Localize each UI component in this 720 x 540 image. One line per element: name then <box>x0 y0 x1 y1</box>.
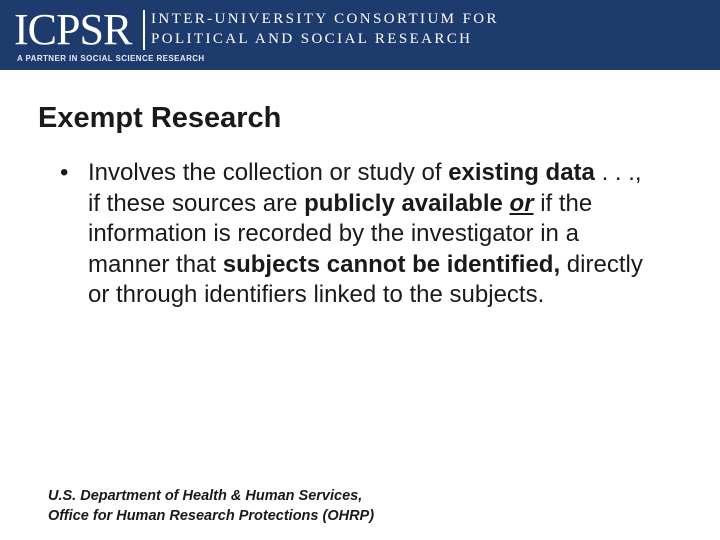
bullet-segment: directly or through identifiers linked to the subjects. <box>88 250 643 308</box>
source-line1: U.S. Department of Health & Human Services, <box>48 488 363 504</box>
bullet-item <box>60 158 660 311</box>
emphasis-publicly-available: publicly available <box>304 189 503 217</box>
icpsr-logo: ICPSR <box>14 5 132 54</box>
bullet-segment <box>503 190 510 217</box>
emphasis-subjects-not-identified: subjects cannot be identified, <box>222 250 561 278</box>
logo-divider <box>143 10 145 50</box>
emphasis-or: or <box>509 189 534 217</box>
header-banner <box>0 0 720 70</box>
source-line2: Office for Human Research Protections (OHRP) <box>48 508 375 524</box>
slide-title: Exempt Research <box>38 102 282 134</box>
source-citation <box>48 486 374 526</box>
bullet-text <box>88 158 660 311</box>
tagline: A PARTNER IN SOCIAL SCIENCE RESEARCH <box>17 54 205 63</box>
bullet-icon: • <box>60 159 69 186</box>
bullet-segment: Involves the collection or study of <box>88 159 449 186</box>
org-name-line2: POLITICAL AND SOCIAL RESEARCH <box>151 31 473 47</box>
emphasis-existing-data: existing data <box>448 159 595 186</box>
bullet-segment: if the information is recorded by the investigator in a manner that <box>88 189 593 278</box>
org-name-line1: INTER-UNIVERSITY CONSORTIUM FOR <box>151 11 499 27</box>
bullet-segment: . . ., if these sources are <box>88 159 642 217</box>
